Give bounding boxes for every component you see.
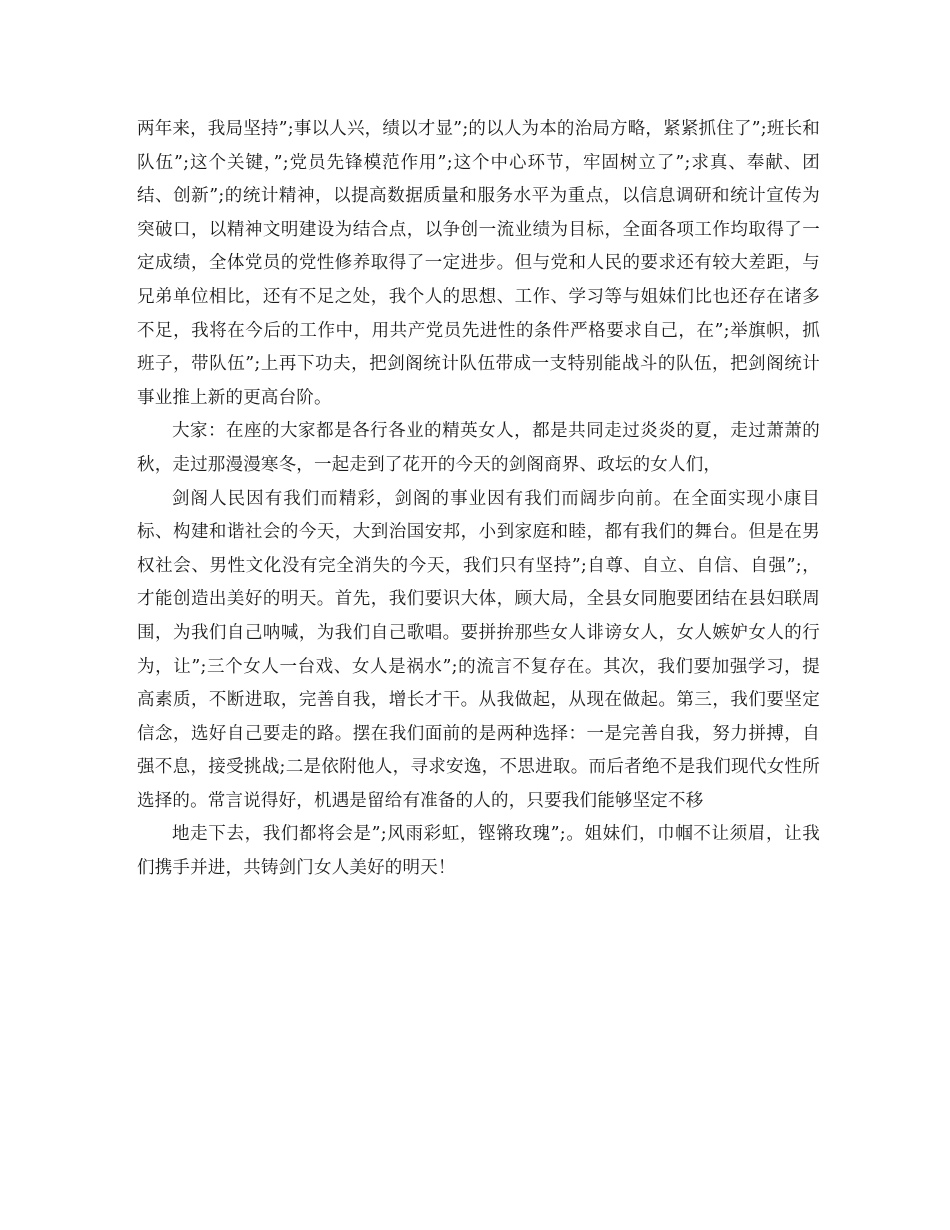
paragraph-1: 两年来，我局坚持”;事以人兴，绩以才显”;的以人为本的治局方略，紧紧抓住了”;班长和队伍”;这个关键，”;党员先锋模范作用”;这个中心环节，牢固树立了”;求真、奉献、团结、创新”;的统计精神，以提高数据质量和服务水平为重点，以信息调研和统计宣传为突破口，以精神文明建设为结合点，以争创一流业绩为目标，全面各项工作均取得了一定成绩，全体党员的党性修养取得了一定进步。但与党和人民的要求还有较大差距，与兄弟单位相比，还有不足之处，我个人的思想、工作、学习等与姐妹们比也还存在诸多不足，我将在今后的工作中，用共产党员先进性的条件严格要求自己，在”;举旗帜，抓班子，带队伍”;上再下功夫，把剑阁统计队伍带成一支特别能战斗的队伍，把剑阁统计事业推上新的更高台阶。: [137, 119, 820, 408]
paragraph-4: 地走下去，我们都将会是”;风雨彩虹，铿锵玫瑰”;。姐妹们，巾帼不让须眉，让我们携手并进，共铸剑门女人美好的明天！: [137, 824, 820, 879]
paragraph-2: 大家：在座的大家都是各行各业的精英女人，都是共同走过炎炎的夏，走过萧萧的秋，走过那漫漫寒冬，一起走到了花开的今天的剑阁商界、政坛的女人们，: [137, 421, 820, 475]
document-body: [137, 113, 820, 886]
paragraph-3: 剑阁人民因有我们而精彩，剑阁的事业因有我们而阔步向前。在全面实现小康目标、构建和谐社会的今天，大到治国安邦，小到家庭和睦，都有我们的舞台。但是在男权社会、男性文化没有完全消失的今天，我们只有坚持”;自尊、自立、自信、自强”;，才能创造出美好的明天。首先，我们要识大体，顾大局，全县女同胞要团结在县妇联周围，为我们自己呐喊，为我们自己歌唱。要拼拚那些女人诽谤女人，女人嫉妒女人的行为，让”;三个女人一台戏、女人是祸水”;的流言不复存在。其次，我们要加强学习，提高素质，不断进取，完善自我，增长才干。从我做起，从现在做起。第三，我们要坚定信念，选好自己要走的路。摆在我们面前的是两种选择：一是完善自我，努力拼搏，自强不息，接受挑战;二是依附他人，寻求安逸，不思进取。而后者绝不是我们现代女性所选择的。常言说得好，机遇是留给有准备的人的，只要我们能够坚定不移: [137, 488, 820, 811]
